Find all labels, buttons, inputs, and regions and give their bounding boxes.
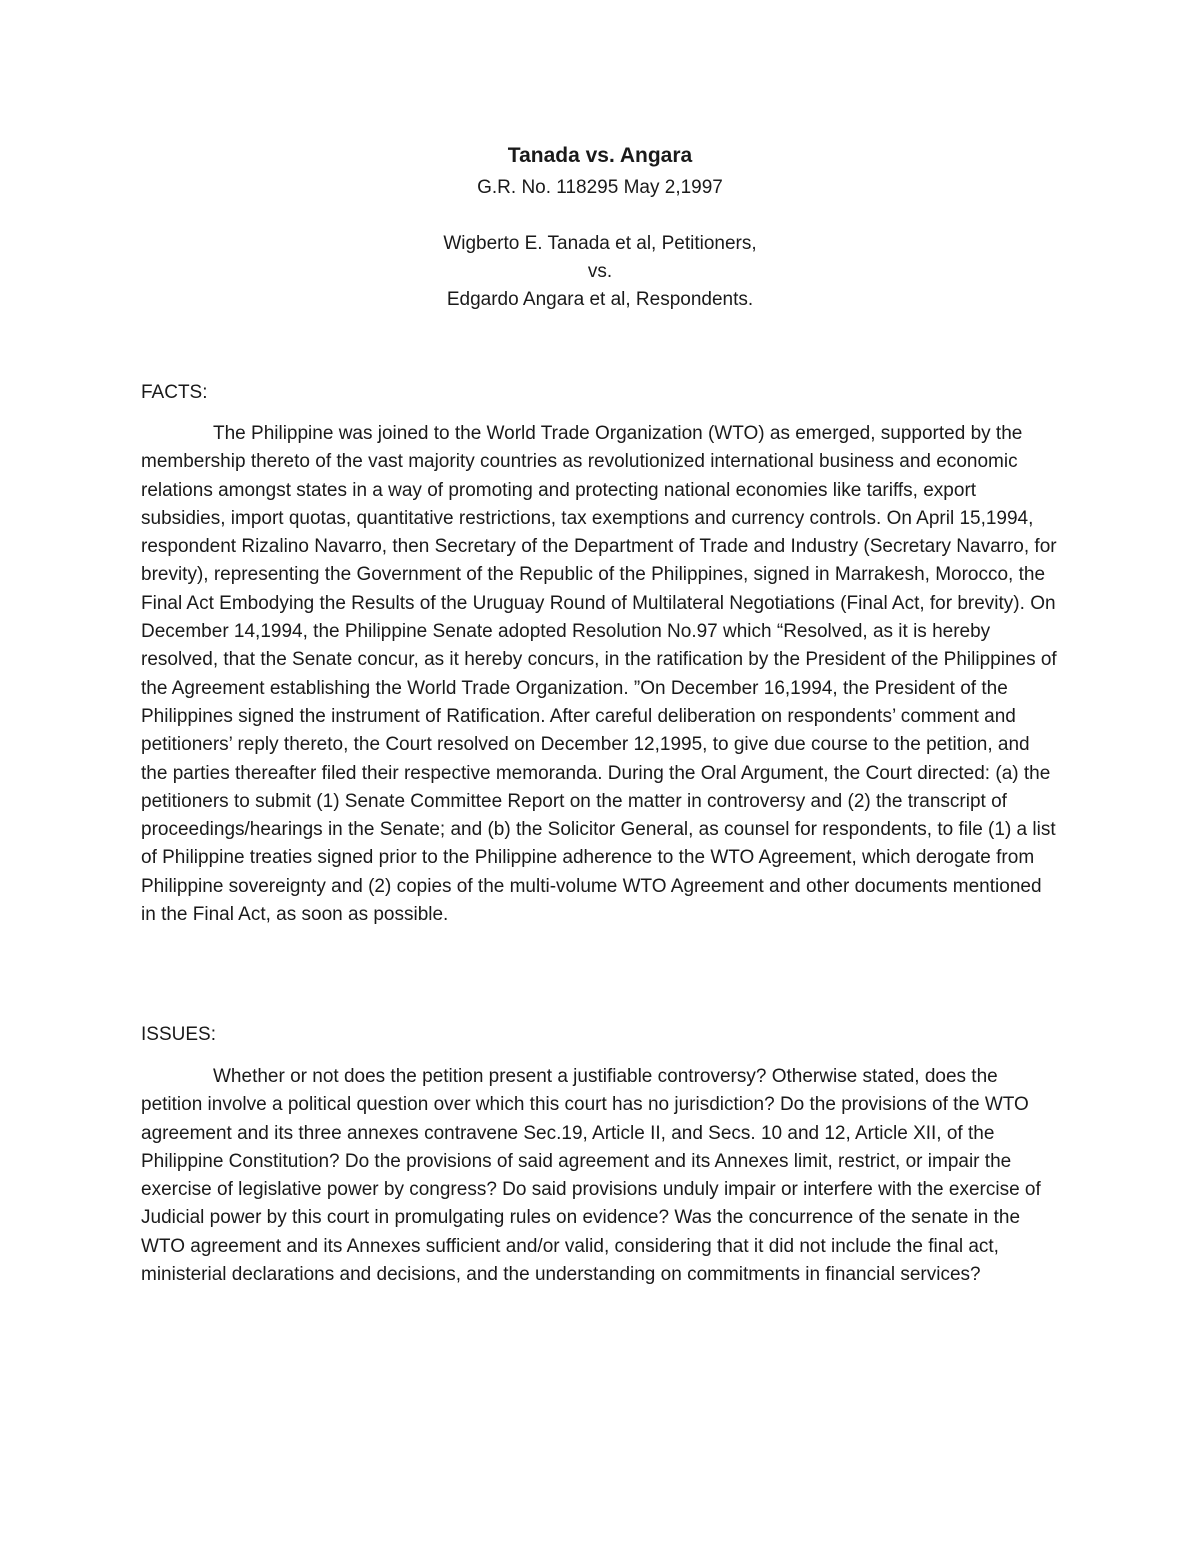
petitioners-line: Wigberto E. Tanada et al, Petitioners, (443, 233, 757, 254)
case-title: Tanada vs. Angara (507, 144, 693, 167)
facts-paragraph: The Philippine was joined to the World Trade Organization (WTO) as emerged, supported by the membership thereto of the vast majority countries as revolutionized international business and economic relations amongst states in a way of promoting and protecting national economies like tariffs, export subsidies, import quotas, quantitative restrictions, tax exemptions and currency controls. On April 15,1994, respondent Rizalino Navarro, then Secretary of the Department of Trade and Industry (Secretary Navarro, for brevity), representing the Government of the Republic of the Philippines, signed in Marrakesh, Morocco, the Final Act Embodying the Results of the Uruguay Round of Multilateral Negotiations (Final Act, for brevity). On December 14,1994, the Philippine Senate adopted Resolution No.97 which “Resolved, as it is hereby resolved, that the Senate concur, as it hereby concurs, in the ratification by the President of the Philippines of the Agreement establishing the World Trade Organization. ”On December 16,1994, the President of the Philippines signed the instrument of Ratification. After careful deliberation on respondents’ comment and petitioners’ reply thereto, the Court resolved on December 12,1995, to give due course to the petition, and the parties thereafter filed their respective memoranda. During the Oral Argument, the Court directed: (a) the petitioners to submit (1) Senate Committee Report on the matter in controversy and (2) the transcript of proceedings/hearings in the Senate; and (b) the Solicitor General, as counsel for respondents, to file (1) a list of Philippine treaties signed prior to the Philippine adherence to the WTO Agreement, which derogate from Philippine sovereignty and (2) copies of the multi-volume WTO Agreement and other documents mentioned in the Final Act, as soon as possible. (141, 423, 1057, 926)
issues-paragraph: Whether or not does the petition present a justifiable controversy? Otherwise stated, does the petition involve a political question over which this court has no jurisdiction? Do the provisions of the WTO agreement and its three annexes contravene Sec.19, Article II, and Secs. 10 and 12, Article XII, of the Philippine Constitution? Do the provisions of said agreement and its Annexes limit, restrict, or impair the exercise of legislative power by congress? Do said provisions unduly impair or interfere with the exercise of Judicial power by this court in promulgating rules on evidence? Was the concurrence of the senate in the WTO agreement and its Annexes sufficient and/or valid, considering that it did not include the final act, ministerial declarations and decisions, and the understanding on commitments in financial services? (141, 1066, 1041, 1286)
facts-heading: FACTS: (141, 382, 208, 403)
issues-heading: ISSUES: (141, 1024, 216, 1045)
case-number: G.R. No. 118295 May 2,1997 (477, 177, 723, 198)
respondents-line: Edgardo Angara et al, Respondents. (446, 289, 754, 310)
versus-line: vs. (587, 261, 613, 282)
